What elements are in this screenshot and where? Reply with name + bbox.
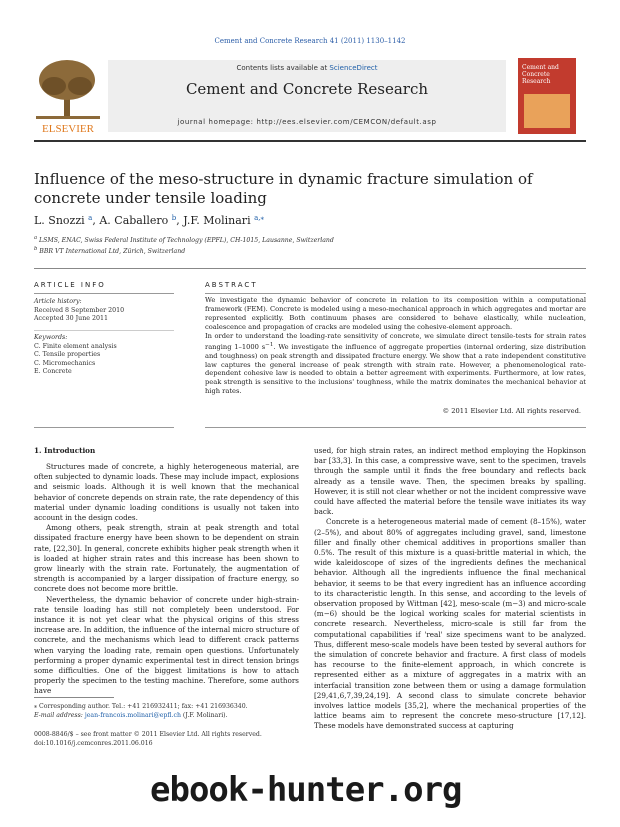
divider (34, 330, 174, 331)
author-sup[interactable]: b (171, 214, 177, 222)
keywords: Keywords: C. Finite element analysis C. Tensile properties C. Micromechanics E. Concrete (34, 334, 117, 375)
journal-masthead-box (108, 60, 506, 132)
elsevier-tree-logo (34, 56, 102, 136)
paragraph: Concrete is a heterogeneous material made of cement (8–15%), water (2–5%), and about 80% of aggregates including gravel, sand, limestone filler and finally other chemical additives in proportions smaller than 0.5%. The result of this mixture is a quasi-brittle material in which, the wide kaleidoscope of sizes of the ingredients defines the mechanical behavior. Although all the ingredients influence the final mechanical behavior, it seems to be that every ingredient has an influence according to its characteristic length. In this sense, and according to the levels of observation proposed by Wittman [42], meso-scale (m−3) and micro-scale (m−6) should be the logical working scales for material scientists in concrete research. Nevertheless, micro-scale is still far from the computational capabilities if 'real' size specimens want to be analyzed. Thus, different meso-scale models have been tested by several authors for the simulation of concrete behavior and fracture. A first class of models has recourse to the finite-element approach, in which concrete is represented either as a mixture of aggregates in a matrix with an interfacial transition zone between them or using a damage formulation [29,41,6,7,39,24,19]. A second class to simulate concrete behavior involves lattice models [35,2], where the mechanical properties of the lattice beams aim to represent the concrete meso-structure [17,12]. These models have demonstrated success at capturing (314, 517, 586, 731)
author-name[interactable]: L. Snozzi (34, 214, 85, 227)
paragraph: Structures made of concrete, a highly heterogeneous material, are often subjected to dynamic loads. These may include impact, explosions and seismic loads. Although it is well known that the mechanical behavior of concrete depends on strain rate, the rate dependency of this material under dynamic loading conditions is usually not taken into account in the design codes. (34, 462, 299, 523)
divider (34, 427, 174, 428)
journal-name: Cement and Concrete Research (185, 80, 429, 98)
article-title: Influence of the meso-structure in dynamic fracture simulation of concrete under tensile loading (34, 170, 533, 207)
homepage-link[interactable]: http://ees.elsevier.com/CEMCON/default.asp (256, 118, 437, 126)
publisher-wordmark: ELSEVIER (42, 123, 94, 135)
sciencedirect-link[interactable]: ScienceDirect (329, 64, 378, 72)
author-name[interactable]: A. Caballero (99, 214, 169, 227)
body-column-right (314, 446, 586, 732)
copyright: © 2011 Elsevier Ltd. All rights reserved. (442, 407, 581, 415)
header-rule (34, 140, 586, 142)
paragraph: Nevertheless, the dynamic behavior of concrete under high-strain-rate tensile loading has still not completely been understood. For instance it is not yet clear what the physical origins of this stress increase are. In addition, the influence of the internal micro structure of concrete, and the mechanisms which lead to different crack patterns when varying the loading rate, remain open questions. Unfortunately performing a proper dynamic experimental test in direct tension brings some difficulties. One of the biggest limitations is how to attach properly the specimen to the testing machine. Therefore, some authors have (34, 594, 299, 696)
divider (205, 427, 586, 428)
author-sup[interactable]: a (88, 214, 93, 222)
paragraph: Among others, peak strength, strain at peak strength and total dissipated fracture energy have been shown to be dependent on strain rate, [22,30]. In general, concrete exhibits higher peak strength when it is loaded at higher strain rates and this increase has been shown to grow linearly with the strain rate. Fortunately, the augmentation of strength is accompanied by a larger dissipation of fracture energy, so concrete does not become more brittle. (34, 523, 299, 594)
author-name[interactable]: J.F. Molinari (183, 214, 251, 227)
cover-image (524, 94, 570, 128)
footnote-rule (34, 697, 114, 698)
cover-title: Cement and Concrete Research (522, 64, 559, 85)
section-rule (34, 268, 586, 269)
body-column-left (34, 462, 299, 697)
journal-cover (518, 58, 576, 134)
doi-link[interactable]: doi:10.1016/j.cemconres.2011.06.016 (34, 740, 153, 747)
affiliations (34, 234, 334, 256)
masthead (34, 56, 586, 136)
keyword: C. Finite element analysis (34, 342, 117, 350)
email-link[interactable]: jean-francois.molinari@epfl.ch (84, 712, 181, 719)
keyword: E. Concrete (34, 368, 72, 375)
abstract-heading: ABSTRACT (205, 281, 258, 289)
affiliation: $^a$ LSMS, ENAC, Swiss Federal Institute of Technology (EPFL), CH-1015, Lausanne, Switzerland (34, 235, 334, 245)
issn-doi: 0008-8846/$ – see front matter © 2011 Elsevier Ltd. All rights reserved. doi:10.1016/j.cemconres.2011.06.016 (34, 731, 262, 747)
footnote: ⁎ Corresponding author. Tel.: +41 216932411; fax: +41 216936340. E-mail address: jean-francois.molinari@epfl.ch (J.F. Molinari). (34, 703, 248, 719)
keyword: C. Tensile properties (34, 351, 101, 358)
keyword: C. Micromechanics (34, 359, 96, 367)
journal-homepage: journal homepage: http://ees.elsevier.com/CEMCON/default.asp (177, 118, 437, 126)
divider (205, 293, 586, 294)
paragraph: used, for high strain rates, an indirect method employing the Hopkinson bar [33,3]. In this case, a compressive wave, sent to the specimen, travels through the sample until it finds the free boundary and reflects back already as a tensile wave. Then, the specimen breaks by spalling. However, it is still not clear whether or not the incident compressive wave could have affected the material before the tensile wave initiates its way back. (314, 446, 586, 517)
watermark: ebook-hunter.org (150, 770, 462, 810)
journal-reference[interactable]: Cement and Concrete Research 41 (2011) 1130–1142 (214, 37, 406, 45)
section-heading: 1. Introduction (34, 446, 96, 455)
author-sup[interactable]: a,⁎ (254, 214, 264, 222)
article-info-heading: ARTICLE INFO (34, 281, 106, 289)
affiliation: $^b$ BBR VT International Ltd, Zürich, Switzerland (34, 246, 186, 256)
divider (34, 293, 174, 294)
contents-line: Contents lists available at ScienceDirect (236, 64, 378, 72)
author-list: L. Snozzi $^a$, A. Caballero $^b$, J.F. Molinari $^{a,⁎}$ (34, 214, 264, 227)
abstract-text: We investigate the dynamic behavior of concrete in relation to its composition within a computational framework (FEM). Concrete is modeled using a meso-mechanical approach in which aggregates and mortar are represented explicitly. Both continuum phases are considered to behave elastically, while nucleation, coalescence and propagation of cracks are modeled using the cohesive-element approach. In order to understand the loading-rate sensitivity of concrete, we simulate direct tensile-tests for strain rates ranging 1–1000 $s^{-1}$. We investigate the influence of aggregate properties (internal ordering, size distribution and toughness) on peak strength and dissipated fracture energy. We show that a rate independent constitutive law captures the general increase of peak strength with strain rate. However, a phenomenological rate-dependent cohesive law is needed to obtain a better agreement with experiments. Furthermore, at low rates, peak strength is sensitive to the inclusions' toughness, while the matrix dominates the mechanical behavior at high rates. (205, 296, 586, 396)
article-history: Article history: Received 8 September 2010 Accepted 30 June 2011 (34, 298, 125, 322)
